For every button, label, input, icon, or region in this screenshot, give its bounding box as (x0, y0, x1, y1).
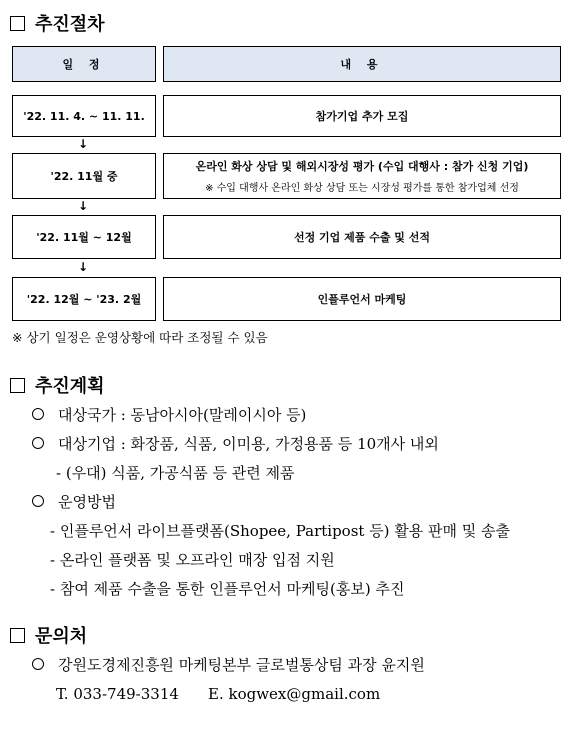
checkbox-square-icon (10, 628, 25, 643)
circle-bullet-icon (32, 408, 44, 420)
procedure-title-text: 추진절차 (35, 14, 105, 35)
content-cell-4 (163, 277, 561, 321)
method-item (32, 491, 116, 512)
schedule-cell-3 (12, 215, 156, 259)
contact-email: E. kogwex@gmail.com (208, 685, 381, 703)
schedule-date-4: '22. 12월 ~ '23. 2월 (26, 293, 142, 306)
circle-bullet-icon (32, 495, 44, 507)
schedule-date-1: '22. 11. 4. ~ 11. 11. (23, 109, 145, 123)
content-cell-1 (163, 95, 561, 137)
schedule-cell-2 (12, 153, 156, 199)
checkbox-square-icon (10, 378, 25, 393)
checkbox-square-icon (10, 16, 25, 31)
method-title-text: 운영방법 (58, 493, 116, 511)
schedule-header-label: 일 정 (62, 58, 106, 71)
contact-section-title (10, 622, 87, 648)
target-countries-text: 대상국가 : 동남아시아(말레이시아 등) (58, 406, 307, 424)
content-header (163, 46, 561, 82)
contact-org-item (32, 654, 425, 675)
content-text-2: 온라인 화상 상담 및 해외시장성 평가 (수입 대행사 : 참가 신청 기업) (195, 160, 529, 173)
schedule-cell-1 (12, 95, 156, 137)
schedule-header (12, 46, 156, 82)
content-text-3: 선정 기업 제품 수출 및 선적 (293, 231, 431, 244)
content-header-label: 내 용 (340, 58, 384, 71)
down-arrow-icon: ↓ (78, 199, 89, 213)
down-arrow-icon: ↓ (78, 137, 89, 151)
contact-org-text: 강원도경제진흥원 마케팅본부 글로벌통상팀 과장 윤지원 (58, 656, 425, 674)
schedule-date-2: '22. 11월 중 (50, 170, 118, 183)
target-companies-text: 대상기업 : 화장품, 식품, 이미용, 가정용품 등 10개사 내외 (58, 435, 439, 453)
content-text-1: 참가기업 추가 모집 (315, 110, 409, 123)
contact-title-text: 문의처 (35, 626, 88, 647)
content-cell-3 (163, 215, 561, 259)
contact-phone: T. 033-749-3314 (56, 685, 179, 703)
method-detail-3: - 참여 제품 수출을 통한 인플루언서 마케팅(홍보) 추진 (50, 580, 405, 598)
preferred-item: - (우대) 식품, 가공식품 등 관련 제품 (56, 464, 295, 482)
schedule-note: ※ 상기 일정은 운영상황에 따라 조정될 수 있음 (12, 330, 268, 345)
content-cell-2 (163, 153, 561, 199)
circle-bullet-icon (32, 437, 44, 449)
schedule-date-3: '22. 11월 ~ 12월 (36, 231, 132, 244)
plan-section-title (10, 372, 105, 398)
content-text-4: 인플루언서 마케팅 (317, 293, 407, 306)
method-detail-1: - 인플루언서 라이브플랫폼(Shopee, Partipost 등) 활용 판매 및 송출 (50, 522, 511, 540)
circle-bullet-icon (32, 658, 44, 670)
schedule-cell-4 (12, 277, 156, 321)
down-arrow-icon: ↓ (78, 260, 89, 274)
plan-title-text: 추진계획 (35, 376, 105, 397)
procedure-section-title (10, 10, 105, 36)
target-companies-item (32, 433, 439, 454)
method-detail-2: - 온라인 플랫폼 및 오프라인 매장 입점 지원 (50, 551, 335, 569)
target-countries-item (32, 404, 306, 425)
content-subnote-2: ※ 수입 대행사 온라인 화상 상담 또는 시장성 평가를 통한 참가업체 선정 (205, 183, 519, 194)
